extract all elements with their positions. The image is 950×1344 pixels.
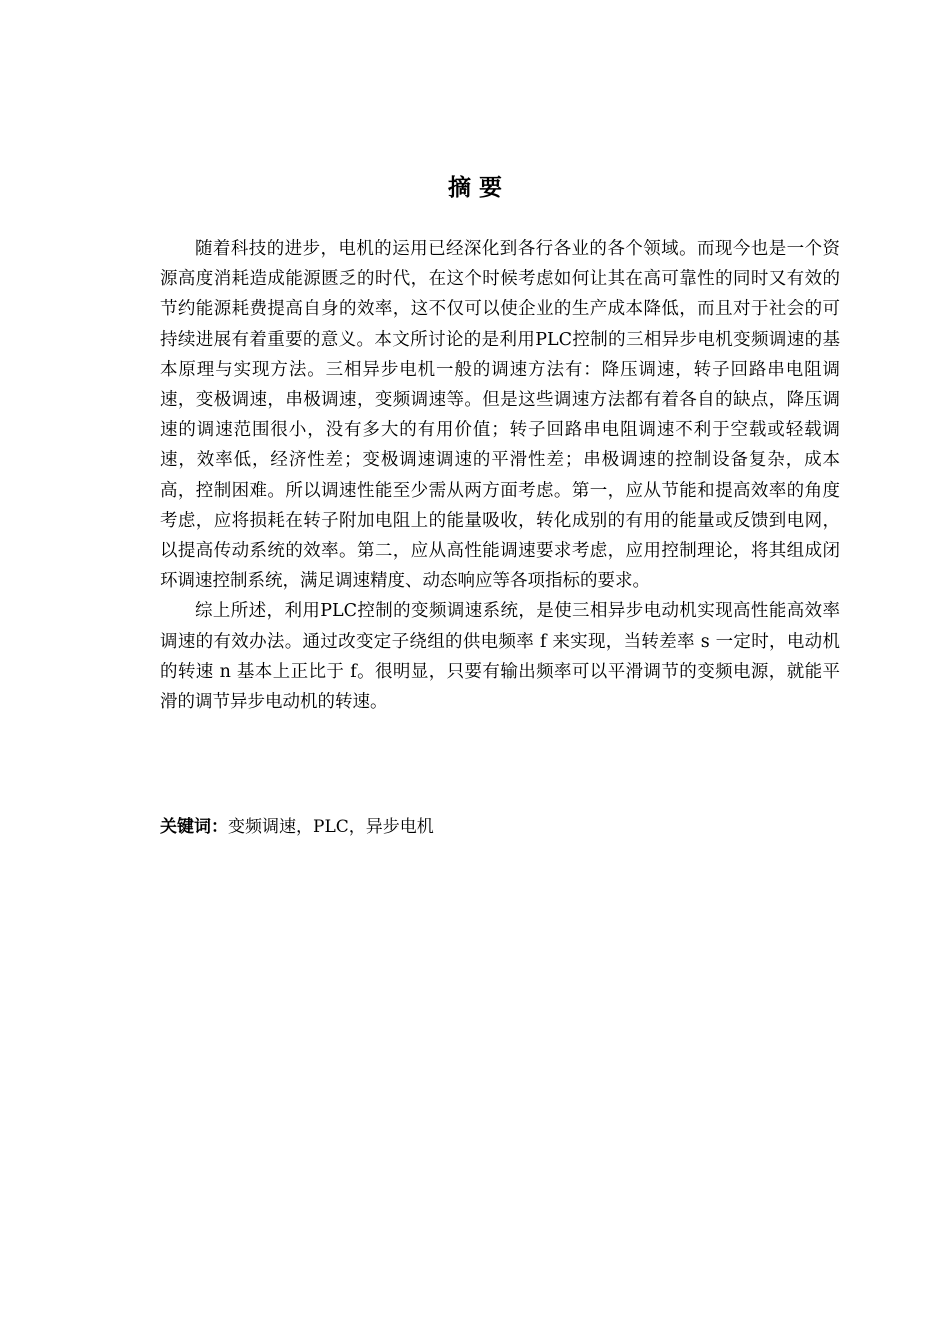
keywords-value: 变频调速，PLC，异步电机 — [228, 817, 434, 837]
abstract-paragraph-1: 随着科技的进步，电机的运用已经深化到各行各业的各个领域。而现今也是一个资源高度消耗造成能源匮乏的时代，在这个时候考虑如何让其在高可靠性的同时又有效的节约能源耗费提高自身的效率，这不仅可以使企业的生产成本降低，而且对于社会的可持续进展有着重要的意义。本文所讨论的是利用PLC控制的三相异步电机变频调速的基本原理与实现方法。三相异步电机一般的调速方法有：降压调速，转子回路串电阻调速，变极调速，串极调速，变频调速等。但是这些调速方法都有着各自的缺点，降压调速的调速范围很小，没有多大的有用价值；转子回路串电阻调速不利于空载或轻载调速，效率低，经济性差；变极调速调速的平滑性差；串极调速的控制设备复杂，成本高，控制困难。所以调速性能至少需从两方面考虑。第一，应从节能和提高效率的角度考虑，应将损耗在转子附加电阻上的能量吸收，转化成别的有用的能量或反馈到电网，以提高传动系统的效率。第二，应从高性能调速要求考虑，应用控制理论，将其组成闭环调速控制系统，满足调速精度、动态响应等各项指标的要求。 — [160, 239, 840, 592]
abstract-paragraph-2: 综上所述，利用PLC控制的变频调速系统，是使三相异步电动机实现高性能高效率调速的有效办法。通过改变定子绕组的供电频率 f 来实现，当转差率 s 一定时，电动机的转速 n 基本上正比于 f。很明显，只要有输出频率可以平滑调节的变频电源，就能平滑的调节异步电动机的转速。 — [160, 601, 840, 713]
keywords-line — [160, 812, 840, 842]
abstract-body — [160, 234, 840, 717]
keywords-label: 关键词： — [160, 817, 228, 837]
page-title: 摘 要 — [447, 175, 502, 201]
